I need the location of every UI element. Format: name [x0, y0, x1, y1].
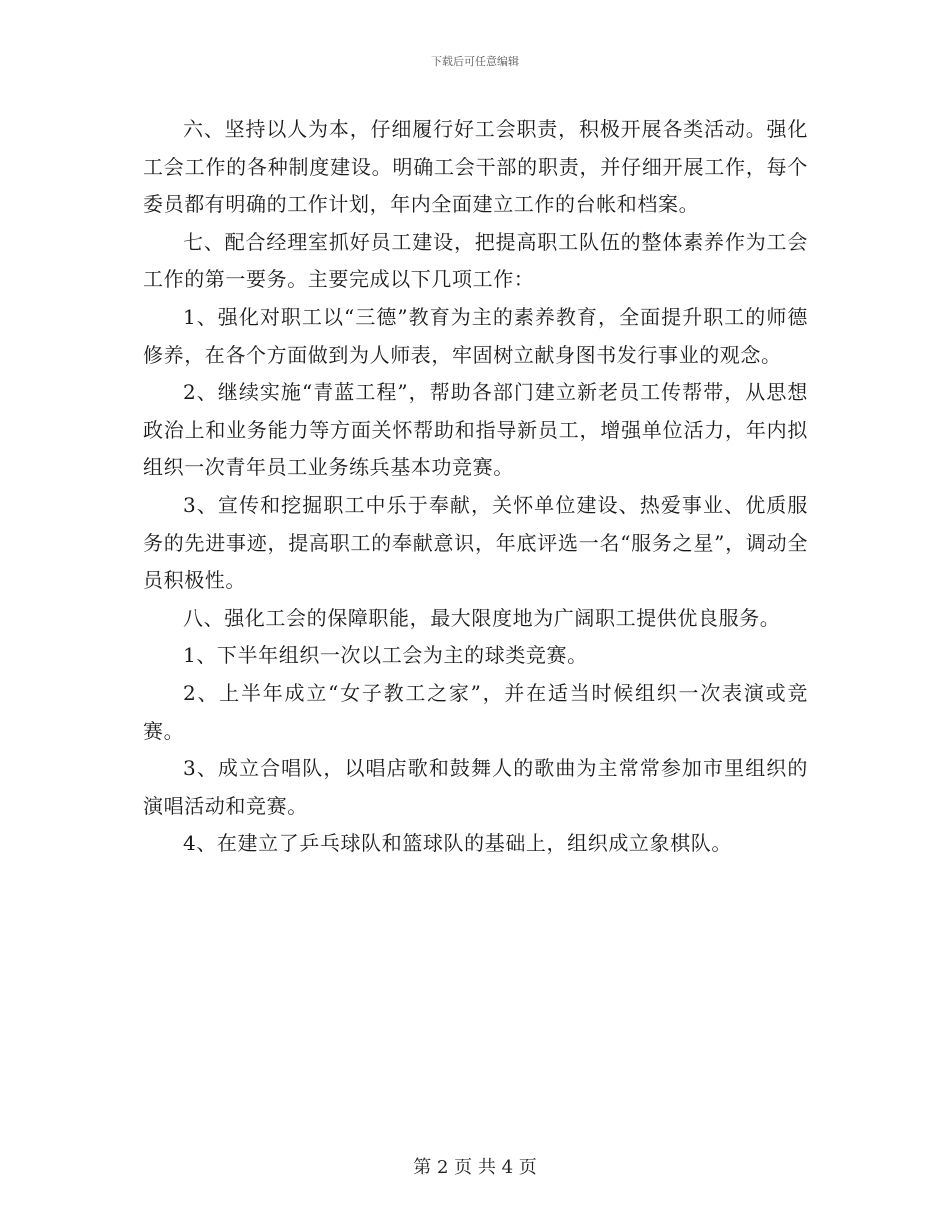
paragraph-item-8-1: 1、下半年组织一次以工会为主的球类竞赛。: [183, 643, 588, 668]
paragraph-item-8-2: 2、上半年成立“女子教工之家”，并在适当时候组织一次表演或竞赛。: [143, 680, 808, 743]
paragraph-item-8-4: 4、在建立了乒乓球队和篮球队的基础上，组织成立象棋队。: [183, 831, 732, 856]
page-number-footer: 第 2 页 共 4 页: [413, 1157, 537, 1178]
paragraph-section-6: 六、坚持以人为本，仔细履行好工会职责，积极开展各类活动。强化工会工作的各种制度建设。明确工会干部的职责，并仔细开展工作，每个委员都有明确的工作计划，年内全面建立工作的台帐和档案。: [143, 117, 808, 217]
paragraph-item-7-1: 1、强化对职工以“三德”教育为主的素养教育，全面提升职工的师德修养，在各个方面做到为人师表，牢固树立献身图书发行事业的观念。: [143, 304, 808, 367]
paragraph-item-7-2: 2、继续实施“青蓝工程”，帮助各部门建立新老员工传帮带，从思想政治上和业务能力等方面关怀帮助和指导新员工，增强单位活力，年内拟组织一次青年员工业务练兵基本功竞赛。: [143, 380, 808, 480]
document-body: [143, 111, 808, 863]
paragraph-item-7-3: 3、宣传和挖掘职工中乐于奉献，关怀单位建设、热爱事业、优质服务的先进事迹，提高职工的奉献意识，年底评选一名“服务之星”，调动全员积极性。: [143, 492, 808, 593]
paragraph-section-8: 八、强化工会的保障职能，最大限度地为广阔职工提供优良服务。: [183, 605, 781, 630]
paragraph-item-8-3: 3、成立合唱队，以唱店歌和鼓舞人的歌曲为主常常参加市里组织的演唱活动和竞赛。: [143, 756, 808, 818]
page-header: 下载后可任意编辑: [431, 55, 519, 68]
paragraph-section-7: 七、配合经理室抓好员工建设，把提高职工队伍的整体素养作为工会工作的第一要务。主要完成以下几项工作：: [143, 229, 808, 292]
